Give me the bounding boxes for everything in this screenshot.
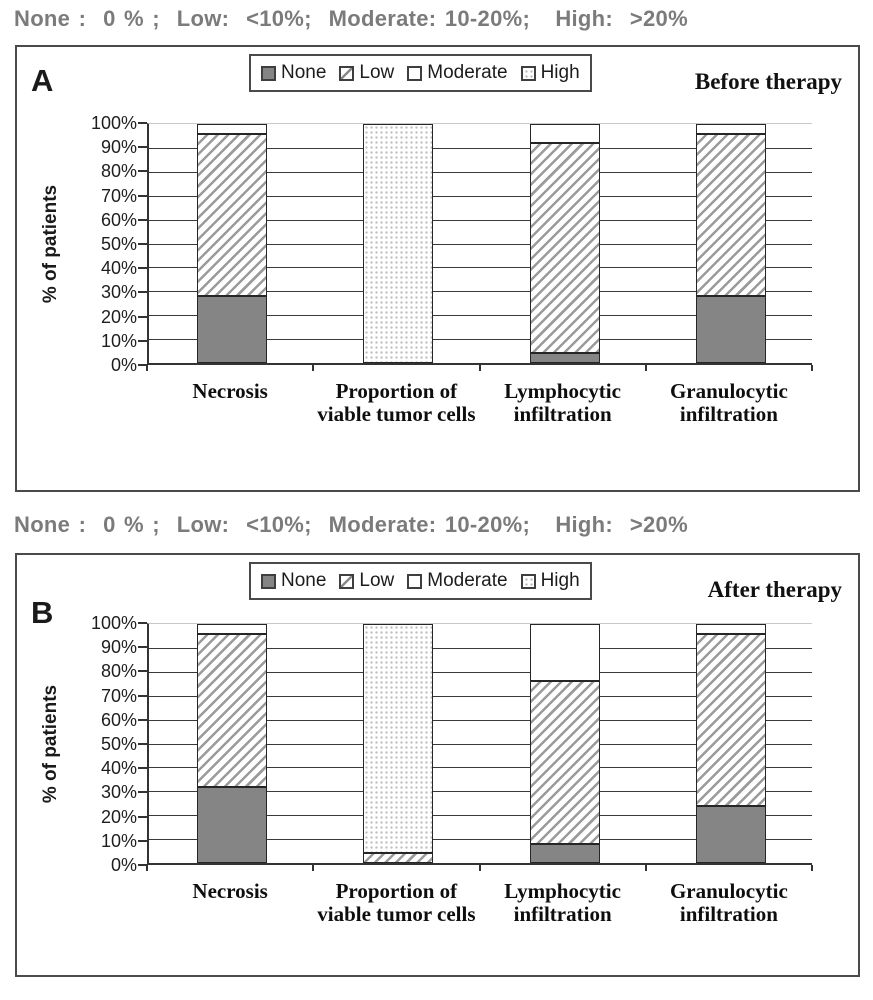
bar-segment-low xyxy=(197,134,267,297)
y-axis-tick xyxy=(138,719,147,721)
legend-label-moderate: Moderate xyxy=(427,62,508,83)
legend-label-low: Low xyxy=(359,570,395,591)
legend-label-none: None xyxy=(281,62,327,83)
y-axis-tick-label: 90% xyxy=(100,137,137,158)
category-label: Granulocytic infiltration xyxy=(669,379,788,426)
y-axis-tick xyxy=(138,243,147,245)
bar-lymphocytic-infiltration xyxy=(530,624,600,863)
y-axis-tick xyxy=(138,340,147,342)
legend-item-moderate xyxy=(407,62,507,84)
grading-note-bottom: None : 0 % ; Low: <10%; Moderate: 10-20%; High: >20% xyxy=(14,512,688,537)
x-axis-tick xyxy=(479,365,481,371)
legend-label-none: None xyxy=(281,570,327,591)
legend-swatch-high-icon xyxy=(521,66,536,81)
y-axis-tick xyxy=(138,122,147,124)
x-axis-tick xyxy=(312,865,314,871)
y-axis-tick-label: 40% xyxy=(100,258,137,279)
bar-segment-moderate xyxy=(197,124,267,134)
y-axis-title: % of patients xyxy=(40,684,61,804)
legend-swatch-none-icon xyxy=(261,574,276,589)
y-axis-tick xyxy=(138,670,147,672)
x-axis-tick xyxy=(811,865,813,871)
y-axis-tick xyxy=(138,646,147,648)
panel-letter-b: B xyxy=(31,595,54,630)
y-axis-tick-label: 30% xyxy=(100,782,137,803)
y-axis-tick-label: 30% xyxy=(100,282,137,303)
category-label: Necrosis xyxy=(192,879,268,903)
bar-segment-low xyxy=(696,634,766,806)
bar-segment-moderate xyxy=(530,124,600,143)
bar-segment-moderate xyxy=(696,624,766,634)
bar-segment-moderate xyxy=(197,624,267,634)
y-axis-tick xyxy=(138,791,147,793)
y-axis-tick-label: 10% xyxy=(100,830,137,851)
legend-item-moderate xyxy=(407,570,507,592)
y-axis-tick xyxy=(138,219,147,221)
y-axis-title: % of patients xyxy=(40,184,61,304)
y-axis-tick-label: 70% xyxy=(100,685,137,706)
y-axis-tick xyxy=(138,816,147,818)
y-axis-tick xyxy=(138,195,147,197)
y-axis-tick-label: 0% xyxy=(110,855,137,875)
y-axis-tick xyxy=(138,316,147,318)
legend-item-high xyxy=(521,570,580,592)
y-axis-tick-label: 0% xyxy=(110,355,137,375)
bar-segment-low xyxy=(696,134,766,297)
panel-title-after: After therapy xyxy=(707,577,842,602)
bar-necrosis xyxy=(197,624,267,863)
category-label: Lymphocytic infiltration xyxy=(504,879,621,926)
legend-label-low: Low xyxy=(359,62,395,83)
legend-swatch-high-icon xyxy=(521,574,536,589)
panel-before-therapy xyxy=(15,45,860,492)
legend-swatch-low-icon xyxy=(339,574,354,589)
bar-segment-high xyxy=(363,624,433,853)
bar-lymphocytic-infiltration xyxy=(530,124,600,363)
grading-note-top: None : 0 % ; Low: <10%; Moderate: 10-20%; High: >20% xyxy=(14,6,688,31)
legend-label-moderate: Moderate xyxy=(427,570,508,591)
x-axis-tick xyxy=(146,865,148,871)
legend-item-low xyxy=(339,570,394,592)
legend-label-high: High xyxy=(540,570,580,591)
y-axis-tick-label: 60% xyxy=(100,209,137,230)
bar-segment-moderate xyxy=(530,624,600,681)
y-axis-tick-label: 100% xyxy=(90,613,137,633)
y-axis-tick-label: 90% xyxy=(100,637,137,658)
bar-segment-none xyxy=(197,296,267,363)
x-axis-tick xyxy=(146,365,148,371)
y-axis-tick-label: 20% xyxy=(100,306,137,327)
y-axis-tick xyxy=(138,743,147,745)
bar-segment-none xyxy=(696,806,766,863)
y-axis-tick-label: 40% xyxy=(100,758,137,779)
x-axis-tick xyxy=(645,365,647,371)
bar-proportion-of-viable-tumor-cells xyxy=(363,124,433,363)
bar-necrosis xyxy=(197,124,267,363)
legend-swatch-none-icon xyxy=(261,66,276,81)
legend-swatch-low-icon xyxy=(339,66,354,81)
legend-swatch-moderate-icon xyxy=(407,66,422,81)
bar-segment-none xyxy=(530,353,600,363)
bar-granulocytic-infiltration xyxy=(696,124,766,363)
y-axis-tick xyxy=(138,267,147,269)
legend-item-high xyxy=(521,62,580,84)
bar-segment-low xyxy=(363,853,433,863)
bar-segment-low xyxy=(197,634,267,787)
category-label: Proportion of viable tumor cells xyxy=(317,379,476,426)
legend-swatch-moderate-icon xyxy=(407,574,422,589)
x-axis-tick xyxy=(479,865,481,871)
bar-segment-none xyxy=(530,844,600,863)
category-label: Proportion of viable tumor cells xyxy=(317,879,476,926)
panel-letter-a: A xyxy=(31,63,54,98)
category-label: Necrosis xyxy=(192,379,268,403)
y-axis-tick-label: 100% xyxy=(90,113,137,133)
legend-item-none xyxy=(261,62,326,84)
x-axis-tick xyxy=(645,865,647,871)
y-axis-tick xyxy=(138,840,147,842)
bar-proportion-of-viable-tumor-cells xyxy=(363,624,433,863)
y-axis-tick xyxy=(138,622,147,624)
y-axis-tick-label: 80% xyxy=(100,661,137,682)
y-axis-tick xyxy=(138,291,147,293)
y-axis-tick-label: 80% xyxy=(100,161,137,182)
y-axis-tick xyxy=(138,767,147,769)
category-label: Granulocytic infiltration xyxy=(669,879,788,926)
x-axis-tick xyxy=(312,365,314,371)
x-axis-tick xyxy=(811,365,813,371)
legend-item-low xyxy=(339,62,394,84)
bar-segment-none xyxy=(197,787,267,863)
y-axis-tick xyxy=(138,146,147,148)
y-axis-tick-label: 70% xyxy=(100,185,137,206)
legend xyxy=(249,562,592,600)
y-axis-tick-label: 50% xyxy=(100,734,137,754)
bar-segment-low xyxy=(530,143,600,353)
plot-area xyxy=(147,123,812,365)
y-axis-tick-label: 50% xyxy=(100,234,137,254)
category-label: Lymphocytic infiltration xyxy=(504,379,621,426)
bar-segment-high xyxy=(363,124,433,363)
y-axis-tick xyxy=(138,695,147,697)
y-axis-tick-label: 10% xyxy=(100,330,137,351)
bar-segment-moderate xyxy=(696,124,766,134)
bar-segment-none xyxy=(696,296,766,363)
bar-granulocytic-infiltration xyxy=(696,624,766,863)
y-axis-tick-label: 20% xyxy=(100,806,137,827)
bar-segment-low xyxy=(530,681,600,844)
panel-title-before: Before therapy xyxy=(694,69,842,94)
legend-label-high: High xyxy=(540,62,580,83)
legend xyxy=(249,54,592,92)
y-axis-tick xyxy=(138,170,147,172)
panel-after-therapy xyxy=(15,553,860,977)
plot-area xyxy=(147,623,812,865)
legend-item-none xyxy=(261,570,326,592)
y-axis-tick-label: 60% xyxy=(100,709,137,730)
